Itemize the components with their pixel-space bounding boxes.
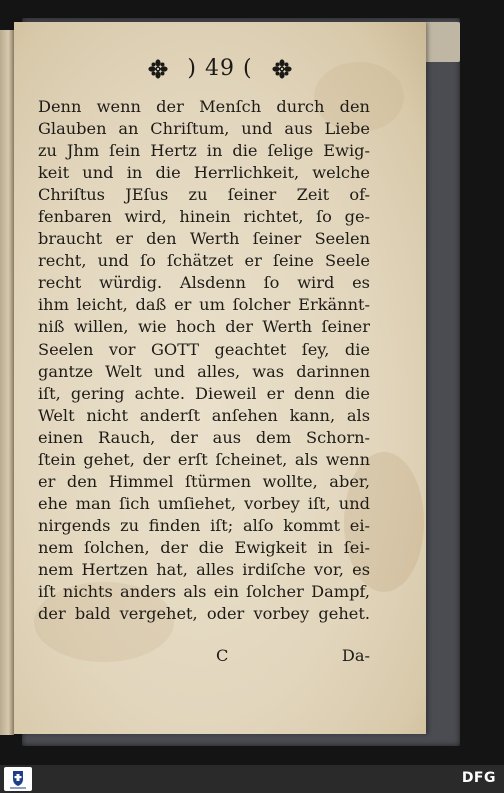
- text-line: Denn wenn der Menſch durch den: [38, 97, 370, 116]
- text-line: Seelen vor GOTT geachtet ſey, die: [38, 339, 370, 359]
- library-shield-icon: [4, 767, 32, 791]
- text-line: fenbaren wird, hinein richtet, ſo ge-: [38, 207, 370, 227]
- page-number: ) 49 (: [187, 56, 253, 81]
- flower-ornament-icon: [272, 59, 292, 79]
- text-line: einen Rauch, der aus dem Schorn-: [38, 427, 370, 447]
- text-line: ihm leicht, daß er um ſolcher Erkännt-: [38, 295, 370, 315]
- text-line: nem ſolchen, der die Ewigkeit in ſei-: [38, 537, 370, 557]
- text-line: der bald vergehet, oder vorbey gehet.: [38, 604, 370, 624]
- viewer-footer: [0, 765, 504, 793]
- facing-page-edge: [0, 30, 14, 735]
- signature-mark: C: [216, 646, 229, 665]
- flower-ornament-icon: [148, 59, 168, 79]
- text-line: nem Hertzen hat, alles irdiſche vor, es: [38, 559, 370, 579]
- text-line: iſt, gering achte. Dieweil er denn die: [38, 383, 370, 403]
- text-line: niß willen, wie hoch der Werth ſeiner: [38, 317, 370, 337]
- text-line: zu Jhm ſein Hertz in die ſelige Ewig-: [38, 141, 370, 161]
- text-line: ſtein gehet, der erſt ſcheinet, als wenn: [38, 449, 370, 469]
- text-line: recht, und ſo ſchätzet er ſeine Seele: [38, 251, 370, 271]
- text-line: Chriſtus JEſus zu ſeiner Zeit of-: [38, 185, 370, 205]
- text-line: Welt nicht anderſt anſehen kann, als: [38, 405, 370, 425]
- text-line: nirgends zu finden iſt; alſo kommt ei-: [38, 515, 370, 535]
- page-header: [14, 56, 426, 86]
- text-line: keit und in die Herrlichkeit, welche: [38, 163, 370, 183]
- catchword: Da-: [341, 646, 370, 665]
- text-line: Glauben an Chriſtum, und aus Liebe: [38, 119, 370, 139]
- dfg-logo: DFG: [461, 770, 496, 786]
- book-page: [14, 22, 426, 734]
- text-line: recht würdig. Alsdenn ſo wird es: [38, 273, 370, 293]
- text-line: iſt nichts anders als ein ſolcher Dampf,: [38, 582, 370, 602]
- text-line: ehe man ſich umſiehet, vorbey iſt, und: [38, 493, 370, 513]
- text-line: braucht er den Werth ſeiner Seelen: [38, 229, 370, 249]
- text-line: er den Himmel ſtürmen wollte, aber,: [38, 471, 370, 491]
- cover-corner: [424, 22, 460, 62]
- text-line: gantze Welt und alles, was darinnen: [38, 361, 370, 381]
- body-text: [38, 96, 370, 625]
- page-footer-line: [38, 646, 370, 670]
